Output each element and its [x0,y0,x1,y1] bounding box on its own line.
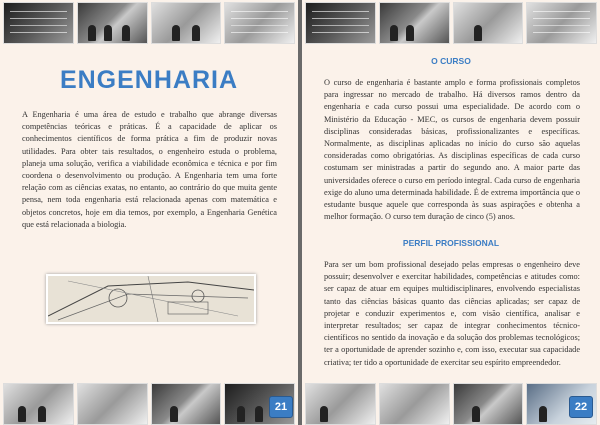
lab-photo [151,2,222,44]
top-photo-strip [0,0,298,44]
chalkboard-photo [305,2,376,44]
page-number: 21 [269,396,293,418]
workshop-photo [453,383,524,425]
profile-paragraph: Para ser um bom profissional desejado pelas empresas o engenheiro deve possuir; desenvolver e exercitar habilidades, competências e atitudes como: ser capaz de atuar em equipes multidisciplinares, envolvendo especialistas tanto das ciências básicas quanto das ciências aplicadas; ser capaz de projetar e conduzir experimentos e, com visão científica, analisar e interpretar resultados; ser capaz de integrar conhecimentos técnico-científicos no sentido da inovação e da solução dos problemas tecnológicos; ter a oportunidade de aprender sozinho e, com isso, executar sua capacidade criativa; ter tido a oportunidade de exercitar seu espírito empreendedor. [324,260,580,367]
intro-paragraph: A Engenharia é uma área de estudo e trabalho que abrange diversas competências teóricas e práticas. É a capacidade de aplicar os conhecimentos científicos de forma prática a fim de produzir novas utilidades. Para obter tais resultados, o engenheiro estuda o problema, planeja uma solução, verifica a viabilidade econômica e técnica e por fim coordena o desenvolvimento ou produção. A Engenharia tem uma forte relação com as ciências exatas, no entanto, ao contrário do que muita gente pensa, nem toda engenharia está relacionada apenas com matemática e objetos concretos, hoje em dia temos, por exemplo, a Engenharia Genética que está relacionada a biologia. [22,110,277,229]
course-paragraph: O curso de engenharia é bastante amplo e forma profissionais completos para ingressar no mercado de trabalho. Há diversos ramos dentro da engenharia e cada curso possui uma especialidade. De acordo com o Ministério da Educação - MEC, os cursos de engenharia devem possuir disciplinas consideradas básicas, profissionalizantes e específicas. Normalmente, as disciplinas aplicadas no início do curso são aquelas consideradas como obrigatórias. As disciplinas específicas de cada curso costumam ser ministradas a partir do segundo ano. A maior parte das universidades oferece o curso em período integral. Cada curso de engenharia exige do aluno uma determinada habilidade. É de extrema importância que o estudante busque aquele que corresponda às suas aspirações e obtenha a melhor formação. O curso tem duração de cinco (5) anos. [324,78,580,222]
top-photo-strip [302,0,600,44]
workshop-photo [151,383,222,425]
page-number: 22 [569,396,593,418]
technical-drawing-image [46,274,256,324]
bottom-photo-strip [302,381,600,425]
section-heading-course: O CURSO [431,56,471,66]
lab-bench-photo [3,383,74,425]
right-page [302,0,600,425]
models-photo [379,383,450,425]
lab-photo [453,2,524,44]
classroom-photo [77,2,148,44]
writing-photo [526,2,597,44]
writing-photo [224,2,295,44]
left-page [0,0,298,425]
bottom-photo-strip [0,381,298,425]
classroom-photo [379,2,450,44]
models-photo [77,383,148,425]
lab-bench-photo [305,383,376,425]
chalkboard-photo [3,2,74,44]
section-heading-profile: PERFIL PROFISSIONAL [402,238,500,248]
page-title: ENGENHARIA [59,66,239,94]
blueprint-illustration [48,276,254,322]
